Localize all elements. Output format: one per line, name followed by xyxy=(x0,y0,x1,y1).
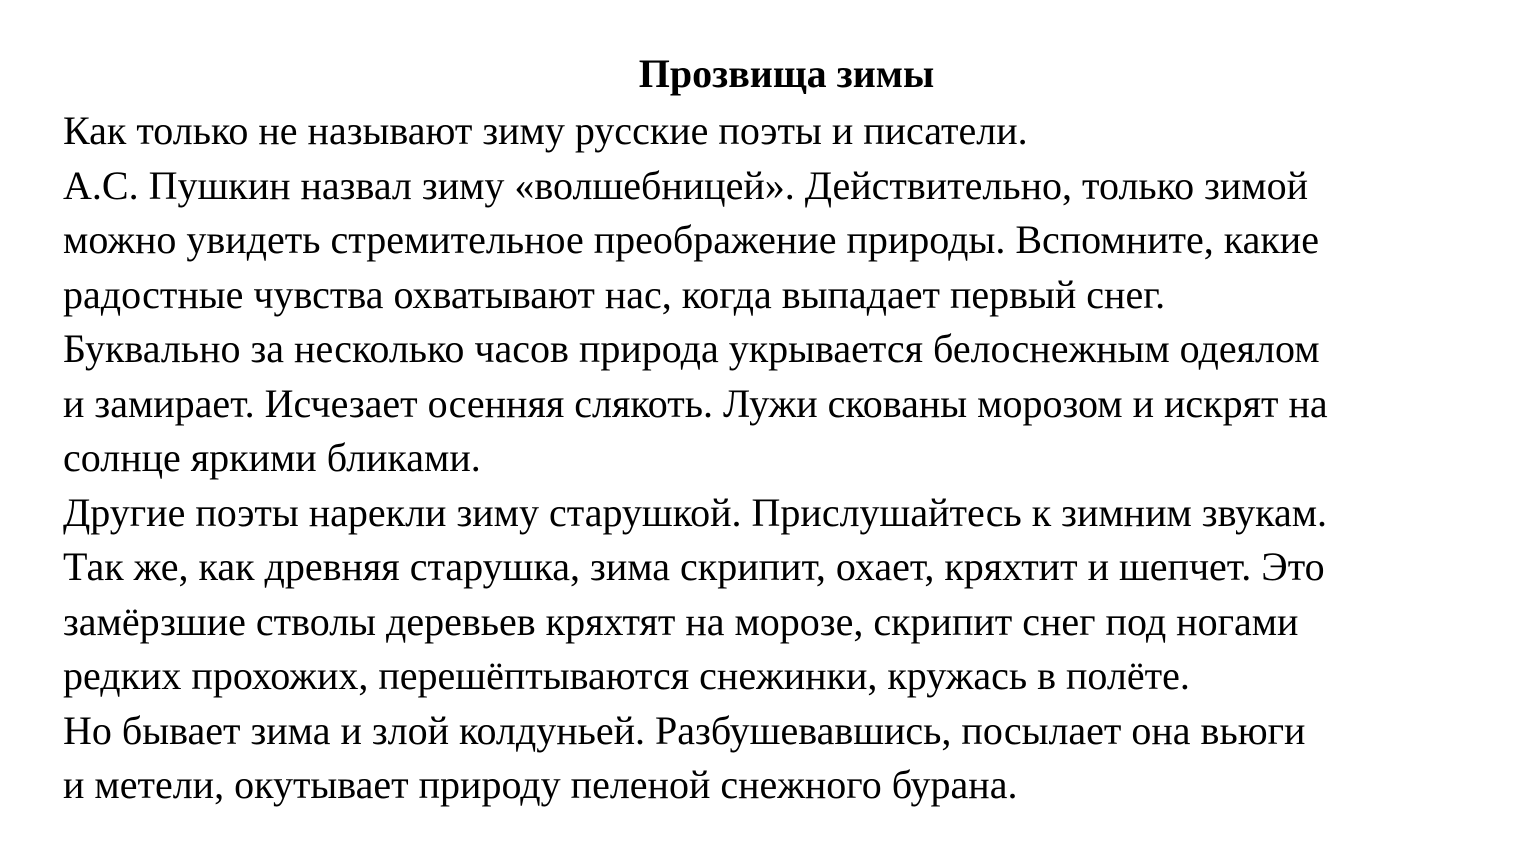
text-line: Так же, как древняя старушка, зима скрипит, охает, кряхтит и шепчет. Это xyxy=(63,544,1325,589)
text-line: замёрзшие стволы деревьев кряхтят на морозе, скрипит снег под ногами xyxy=(63,598,1299,644)
text-line: Другие поэты нарекли зиму старушкой. Прислушайтесь к зимним звукам. xyxy=(63,489,1328,535)
text-line: Но бывает зима и злой колдуньей. Разбушевавшись, посылает она вьюги xyxy=(63,707,1306,753)
text-line: редких прохожих, перешёптываются снежинки, кружась в полёте. xyxy=(63,653,1190,698)
text-line: и метели, окутывает природу пеленой снежного бурана. xyxy=(63,762,1018,807)
text-line: А.С. Пушкин назвал зиму «волшебницей». Действительно, только зимой xyxy=(63,162,1308,208)
text-line: радостные чувства охватывают нас, когда выпадает первый снег. xyxy=(63,271,1166,317)
text-line: Как только не называют зиму русские поэты и писатели. xyxy=(63,108,1028,153)
text-line: и замирает. Исчезает осенняя слякоть. Лужи скованы морозом и искрят на xyxy=(63,380,1328,426)
text-line: можно увидеть стремительное преображение природы. Вспомните, какие xyxy=(63,217,1319,262)
document-body xyxy=(63,104,1523,813)
document-title: Прозвища зимы xyxy=(638,51,935,96)
text-line: Буквально за несколько часов природа укрывается белоснежным одеялом xyxy=(63,326,1320,371)
text-line: солнце яркими бликами. xyxy=(63,435,481,480)
